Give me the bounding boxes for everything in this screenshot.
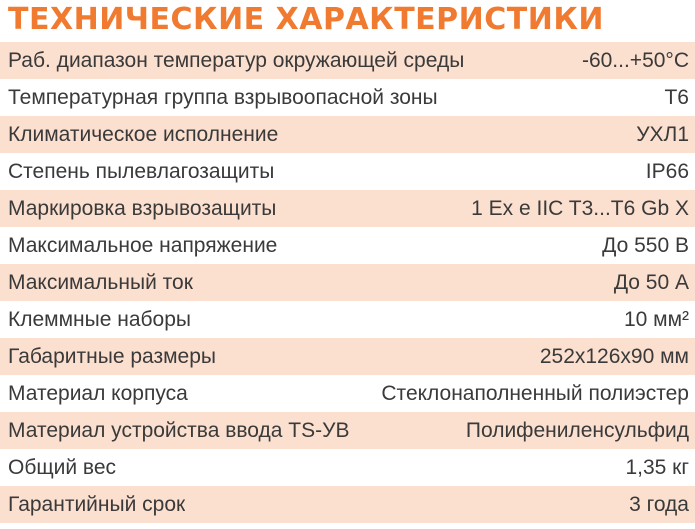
spec-value: 10 мм² — [623, 307, 689, 331]
spec-label: Клеммные наборы — [8, 307, 192, 331]
spec-value: 3 года — [629, 492, 689, 516]
spec-label: Маркировка взрывозащиты — [8, 196, 277, 220]
spec-row-weight — [0, 449, 695, 486]
specs-table — [0, 42, 695, 523]
spec-label: Раб. диапазон температур окружающей среды — [8, 48, 465, 72]
spec-row-max-voltage — [0, 227, 695, 264]
spec-value: -60...+50°C — [581, 48, 689, 72]
spec-value: 1,35 кг — [625, 455, 689, 479]
spec-row-entry-device-material — [0, 412, 695, 449]
spec-value: IP66 — [645, 159, 689, 183]
spec-row-ingress-protection — [0, 153, 695, 190]
spec-value: Стеклонаполненный полиэстер — [381, 381, 689, 405]
spec-row-climate — [0, 116, 695, 153]
spec-label: Максимальное напряжение — [8, 233, 278, 257]
spec-label: Общий вес — [8, 455, 117, 479]
page-title: ТЕХНИЧЕСКИЕ ХАРАКТЕРИСТИКИ — [8, 2, 604, 37]
spec-row-temperature-group — [0, 79, 695, 116]
spec-value: УХЛ1 — [636, 122, 689, 146]
spec-value: Полифениленсульфид — [465, 418, 689, 442]
spec-row-max-current — [0, 264, 695, 301]
spec-value: T6 — [664, 85, 689, 109]
spec-label: Материал корпуса — [8, 381, 188, 405]
spec-row-temperature-range — [0, 42, 695, 79]
spec-label: Гарантийный срок — [8, 492, 186, 516]
spec-value: 252х126х90 мм — [539, 344, 689, 368]
spec-value: До 50 А — [613, 270, 689, 294]
spec-row-terminal-sets — [0, 301, 695, 338]
spec-label: Степень пылевлагозащиты — [8, 159, 275, 183]
spec-row-ex-marking — [0, 190, 695, 227]
spec-label: Габаритные размеры — [8, 344, 216, 368]
spec-row-warranty — [0, 486, 695, 523]
spec-label: Температурная группа взрывоопасной зоны — [8, 85, 438, 109]
spec-row-dimensions — [0, 338, 695, 375]
spec-value: 1 Ex e IIC T3...T6 Gb X — [471, 196, 689, 220]
spec-label: Материал устройства ввода TS-УВ — [8, 418, 350, 442]
spec-value: До 550 В — [602, 233, 689, 257]
spec-label: Климатическое исполнение — [8, 122, 279, 146]
spec-row-housing-material — [0, 375, 695, 412]
spec-label: Максимальный ток — [8, 270, 193, 294]
